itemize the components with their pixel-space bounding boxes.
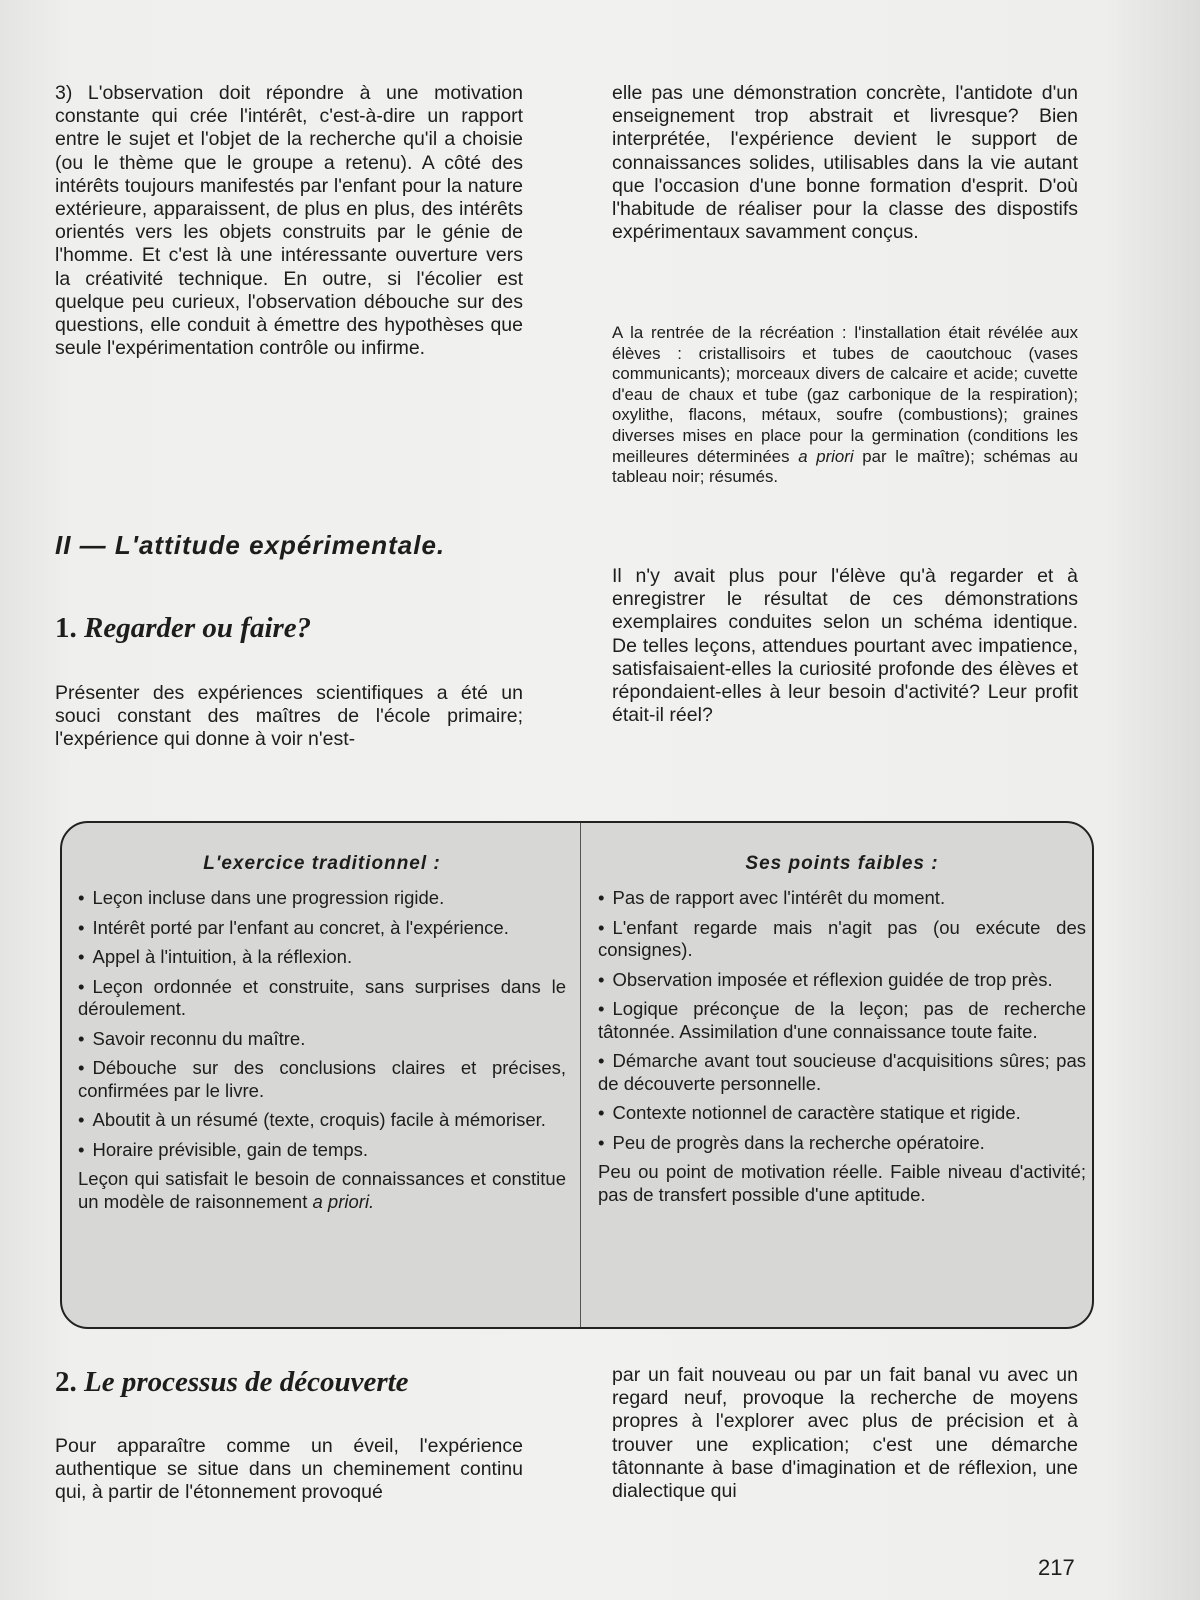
- table-column-weaknesses: [598, 823, 1086, 1206]
- weakness-item: [598, 1132, 1086, 1155]
- paragraph-regarder-enregistrer: Il n'y avait plus pour l'élève qu'à regarder et à enregistrer le résultat de ces démonstrations exemplaires conduites selon un schéma identique. De telles leçons, attendues pourtant avec impatience, satisfaisaient-elles la curiosité profonde des élèves et répondaient-elles à leur besoin d'activité? Leur profit était-il réel?: [612, 565, 1078, 727]
- traditional-closing: [78, 1168, 566, 1213]
- traditional-item-text: Aboutit à un résumé (texte, croquis) facile à mémoriser.: [92, 1109, 546, 1130]
- traditional-item-text: Intérêt porté par l'enfant au concret, à l'expérience.: [92, 916, 509, 938]
- traditional-item: [78, 976, 566, 1021]
- traditional-item-text: Horaire prévisible, gain de temps.: [92, 1138, 369, 1160]
- bullet-icon: •: [598, 998, 605, 1019]
- weakness-item-text: Démarche avant tout soucieuse d'acquisitions sûres; pas de découverte personnelle.: [598, 1050, 1086, 1094]
- paragraph-presenter-experiences: Présenter des expériences scientifiques a été un souci constant des maîtres de l'école primaire; l'expérience qui donne à voir n'est-: [55, 682, 523, 751]
- traditional-item: [78, 946, 566, 969]
- page-number: 217: [1038, 1555, 1075, 1580]
- traditional-item: [78, 1139, 566, 1162]
- bullet-icon: •: [598, 1102, 605, 1123]
- comparison-table: [60, 821, 1094, 1329]
- traditional-list: [78, 887, 566, 1161]
- weakness-item: [598, 998, 1086, 1043]
- traditional-closing-text: Leçon qui satisfait le besoin de connaissances et constitue un modèle de raisonnement: [78, 1168, 566, 1212]
- traditional-item: [78, 1109, 566, 1132]
- subheading-number: 1.: [55, 612, 77, 644]
- table-title-traditional: L'exercice traditionnel :: [203, 853, 441, 874]
- traditional-item-text: Savoir reconnu du maître.: [92, 1027, 306, 1049]
- bullet-icon: •: [598, 1050, 605, 1071]
- paragraph-recreation-example: [612, 323, 1078, 488]
- traditional-item-text: Leçon incluse dans une progression rigide.: [92, 887, 445, 908]
- weakness-item-text: Peu de progrès dans la recherche opératoire.: [612, 1131, 985, 1153]
- bullet-icon: •: [598, 887, 605, 908]
- traditional-item-text: Leçon ordonnée et construite, sans surprises dans le déroulement.: [78, 975, 566, 1019]
- bullet-icon: •: [598, 916, 605, 938]
- weakness-item-text: Contexte notionnel de caractère statique et rigide.: [612, 1102, 1021, 1123]
- weakness-item-text: L'enfant regarde mais n'agit pas (ou exécute des consignes).: [598, 916, 1086, 960]
- weakness-item: [598, 887, 1086, 910]
- paragraph-demonstration-concrete: elle pas une démonstration concrète, l'antidote d'un enseignement trop abstrait et livresque? Bien interprétée, l'expérience devient le support de connaissances solides, utilisables dans la vie autant que l'occasion d'une bonne formation d'esprit. D'où l'habitude de réaliser pour la classe des dispostifs expérimentaux savamment conçus.: [612, 82, 1078, 244]
- example-text: A la rentrée de la récréation : l'installation était révélée aux élèves : cristallisoirs et tubes de caoutchouc (vases communicants); morceaux divers de calcaire et acide; cuvette d'eau de chaux et tube (gaz carbonique de la respiration); oxylithe, flacons, métaux, soufre (combustions); graines diverses mises en place pour la germination (conditions les meilleures déterminées: [612, 323, 1078, 466]
- bullet-icon: •: [78, 916, 85, 938]
- subheading-processus-decouverte: [55, 1366, 409, 1399]
- bullet-icon: •: [78, 1057, 85, 1078]
- traditional-item-text: Débouche sur des conclusions claires et précises, confirmées par le livre.: [78, 1057, 566, 1101]
- table-title-weaknesses: Ses points faibles :: [745, 853, 939, 874]
- traditional-closing-italic: a priori.: [312, 1190, 375, 1212]
- weakness-item-text: Observation imposée et réflexion guidée de trop près.: [612, 968, 1053, 990]
- bullet-icon: •: [78, 887, 85, 908]
- bullet-icon: •: [598, 1131, 605, 1153]
- example-text-end: par le maître); schémas au tableau noir; résumés.: [612, 446, 1079, 487]
- traditional-item: [78, 1028, 566, 1051]
- weakness-item: [598, 969, 1086, 992]
- table-column-traditional: [78, 823, 566, 1213]
- subheading-regarder-ou-faire: [55, 612, 311, 645]
- weakness-item-text: Logique préconçue de la leçon; pas de recherche tâtonnée. Assimilation d'une connaissance toute faite.: [598, 998, 1086, 1042]
- paragraph-eveil: Pour apparaître comme un éveil, l'expérience authentique se situe dans un cheminement continu qui, à partir de l'étonnement provoqué: [55, 1435, 523, 1504]
- table-divider: [580, 823, 581, 1327]
- traditional-item: [78, 917, 566, 940]
- weakness-item: [598, 1102, 1086, 1125]
- traditional-item: [78, 1057, 566, 1102]
- paragraph-fait-nouveau: par un fait nouveau ou par un fait banal vu avec un regard neuf, provoque la recherche de moyens propres à l'explorer avec plus de précision et à trouver une explication; c'est une démarche tâtonnante à base d'imagination et de réflexion, une dialectique qui: [612, 1364, 1078, 1503]
- bullet-icon: •: [78, 1138, 85, 1160]
- traditional-item: [78, 887, 566, 910]
- example-italic-a-priori: a priori: [798, 446, 854, 466]
- weaknesses-closing: Peu ou point de motivation réelle. Faible niveau d'activité; pas de transfert possible d'une aptitude.: [598, 1161, 1086, 1205]
- paragraph-observation-motivation: 3) L'observation doit répondre à une motivation constante qui crée l'intérêt, c'est-à-dire un rapport entre le sujet et l'objet de la recherche qu'il a choisie (ou le thème que le groupe a retenu). A côté des intérêts toujours manifestés par l'enfant pour la nature extérieure, apparaissent, de plus en plus, des intérêts orientés vers les objets construits par le génie de l'homme. Et c'est là une intéressante ouverture vers la créativité technique. En outre, si l'écolier est quelque peu curieux, l'observation débouche sur des questions, elle conduit à émettre des hypothèses que seule l'expérimentation contrôle ou infirme.: [55, 82, 523, 360]
- subheading-title: Regarder ou faire?: [84, 612, 312, 644]
- bullet-icon: •: [78, 975, 85, 997]
- subheading-number: 2.: [55, 1366, 77, 1398]
- bullet-icon: •: [78, 946, 85, 967]
- weakness-item-text: Pas de rapport avec l'intérêt du moment.: [612, 887, 946, 908]
- traditional-item-text: Appel à l'intuition, à la réflexion.: [92, 946, 353, 967]
- subheading-title: Le processus de découverte: [84, 1366, 409, 1398]
- bullet-icon: •: [78, 1027, 85, 1049]
- section-heading: II — L'attitude expérimentale.: [55, 530, 446, 560]
- weaknesses-list: [598, 887, 1086, 1154]
- weakness-item: [598, 917, 1086, 962]
- weakness-item: [598, 1050, 1086, 1095]
- bullet-icon: •: [78, 1109, 85, 1130]
- bullet-icon: •: [598, 968, 605, 990]
